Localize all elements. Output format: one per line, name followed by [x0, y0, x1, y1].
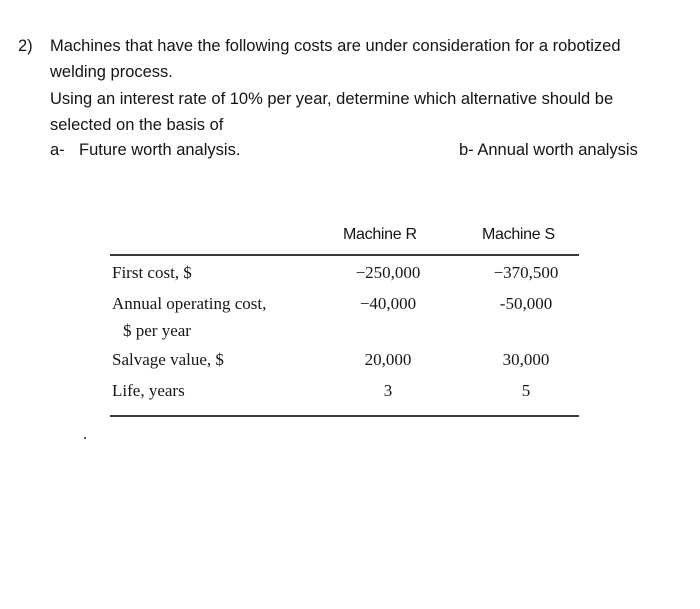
- option-a: [50, 141, 240, 160]
- column-header-machine-r: Machine R: [343, 226, 417, 243]
- table-top-rule: [110, 254, 579, 256]
- life-machine-r: 3: [383, 381, 393, 400]
- life-machine-s: 5: [521, 381, 531, 400]
- first-cost-machine-r: −250,000: [355, 263, 421, 282]
- salvage-value-machine-r: 20,000: [364, 350, 412, 369]
- row-label-life: Life, years: [112, 381, 185, 400]
- row-label-annual-operating-cost-unit: $ per year: [123, 321, 191, 340]
- salvage-value-machine-s: 30,000: [502, 350, 550, 369]
- annual-operating-cost-machine-s: -50,000: [499, 294, 553, 313]
- column-header-machine-s: Machine S: [482, 226, 555, 243]
- row-label-annual-operating-cost: Annual operating cost,: [112, 294, 267, 313]
- row-label-first-cost: First cost, $: [112, 263, 192, 282]
- option-b: b- Annual worth analysis: [459, 141, 638, 159]
- table-bottom-rule: [110, 415, 579, 417]
- question-text-line-4: selected on the basis of: [50, 116, 224, 134]
- option-a-text: Future worth analysis.: [79, 141, 241, 159]
- question-text-line-2: welding process.: [50, 63, 173, 81]
- option-a-marker: a-: [50, 141, 65, 159]
- question-number: 2): [18, 37, 33, 55]
- question-text-line-3: Using an interest rate of 10% per year, determine which alternative should be: [50, 90, 614, 108]
- row-label-salvage-value: Salvage value, $: [112, 350, 224, 369]
- question-text-line-1: Machines that have the following costs are under consideration for a robotized: [50, 37, 621, 55]
- stray-dot: [84, 437, 86, 439]
- first-cost-machine-s: −370,500: [493, 263, 559, 282]
- annual-operating-cost-machine-r: −40,000: [359, 294, 417, 313]
